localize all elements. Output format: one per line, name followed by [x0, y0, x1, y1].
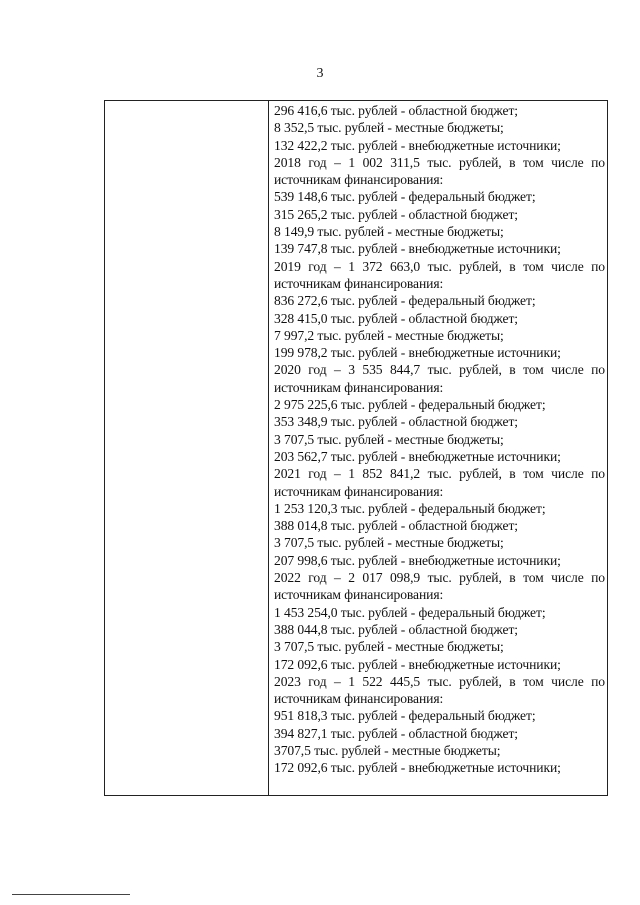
text-line: 139 747,8 тыс. рублей - внебюджетные источники;	[274, 241, 561, 257]
text-line: источникам финансирования:	[274, 483, 444, 499]
text-line: 8 149,9 тыс. рублей - местные бюджеты;	[274, 224, 504, 240]
text-line: 3 707,5 тыс. рублей - местные бюджеты;	[274, 639, 504, 655]
text-line: 203 562,7 тыс. рублей - внебюджетные источники;	[274, 448, 561, 464]
text-line: источникам финансирования:	[274, 172, 444, 188]
text-line: 353 348,9 тыс. рублей - областной бюджет;	[274, 414, 518, 430]
text-line: 3 707,5 тыс. рублей - местные бюджеты;	[274, 431, 504, 447]
text-line: 199 978,2 тыс. рублей - внебюджетные источники;	[274, 345, 561, 361]
text-line: 7 997,2 тыс. рублей - местные бюджеты;	[274, 327, 504, 343]
text-line: 539 148,6 тыс. рублей - федеральный бюджет;	[274, 189, 536, 205]
text-line: 132 422,2 тыс. рублей - внебюджетные источники;	[274, 137, 561, 153]
funding-table	[104, 100, 608, 796]
text-line: 394 827,1 тыс. рублей - областной бюджет;	[274, 725, 518, 741]
text-line: 2022 год – 2 017 098,9 тыс. рублей, в том числе по	[274, 570, 605, 586]
text-line: 836 272,6 тыс. рублей - федеральный бюджет;	[274, 293, 536, 309]
page-number: 3	[316, 66, 324, 81]
text-line: источникам финансирования:	[274, 691, 444, 707]
text-line: 2020 год – 3 535 844,7 тыс. рублей, в том числе по	[274, 362, 605, 378]
text-line: 3 707,5 тыс. рублей - местные бюджеты;	[274, 535, 504, 551]
text-line: источникам финансирования:	[274, 275, 444, 291]
text-line: 388 044,8 тыс. рублей - областной бюджет;	[274, 621, 518, 637]
text-line: 3707,5 тыс. рублей - местные бюджеты;	[274, 742, 501, 758]
text-line: 8 352,5 тыс. рублей - местные бюджеты;	[274, 120, 504, 136]
text-line: 1 253 120,3 тыс. рублей - федеральный бюджет;	[274, 500, 546, 516]
text-line: источникам финансирования:	[274, 379, 444, 395]
text-line: 172 092,6 тыс. рублей - внебюджетные источники;	[274, 760, 561, 776]
text-line: 2021 год – 1 852 841,2 тыс. рублей, в том числе по	[274, 466, 605, 482]
text-line: 296 416,6 тыс. рублей - областной бюджет;	[274, 103, 518, 118]
table-left-cell	[105, 101, 269, 795]
text-line: 951 818,3 тыс. рублей - федеральный бюджет;	[274, 708, 536, 724]
text-line: 2018 год – 1 002 311,5 тыс. рублей, в том числе по	[274, 154, 605, 170]
text-line: 2023 год – 1 522 445,5 тыс. рублей, в том числе по	[274, 673, 605, 689]
text-line: 1 453 254,0 тыс. рублей - федеральный бюджет;	[274, 604, 546, 620]
text-line: 315 265,2 тыс. рублей - областной бюджет;	[274, 206, 518, 222]
text-line: 2 975 225,6 тыс. рублей - федеральный бюджет;	[274, 397, 546, 413]
text-line: 388 014,8 тыс. рублей - областной бюджет;	[274, 518, 518, 534]
text-line: источникам финансирования:	[274, 587, 444, 603]
text-line: 2019 год – 1 372 663,0 тыс. рублей, в том числе по	[274, 258, 605, 274]
text-line: 172 092,6 тыс. рублей - внебюджетные источники;	[274, 656, 561, 672]
footer-rule	[12, 894, 130, 895]
text-line: 207 998,6 тыс. рублей - внебюджетные источники;	[274, 552, 561, 568]
table-right-cell	[269, 101, 607, 795]
text-line: 328 415,0 тыс. рублей - областной бюджет;	[274, 310, 518, 326]
